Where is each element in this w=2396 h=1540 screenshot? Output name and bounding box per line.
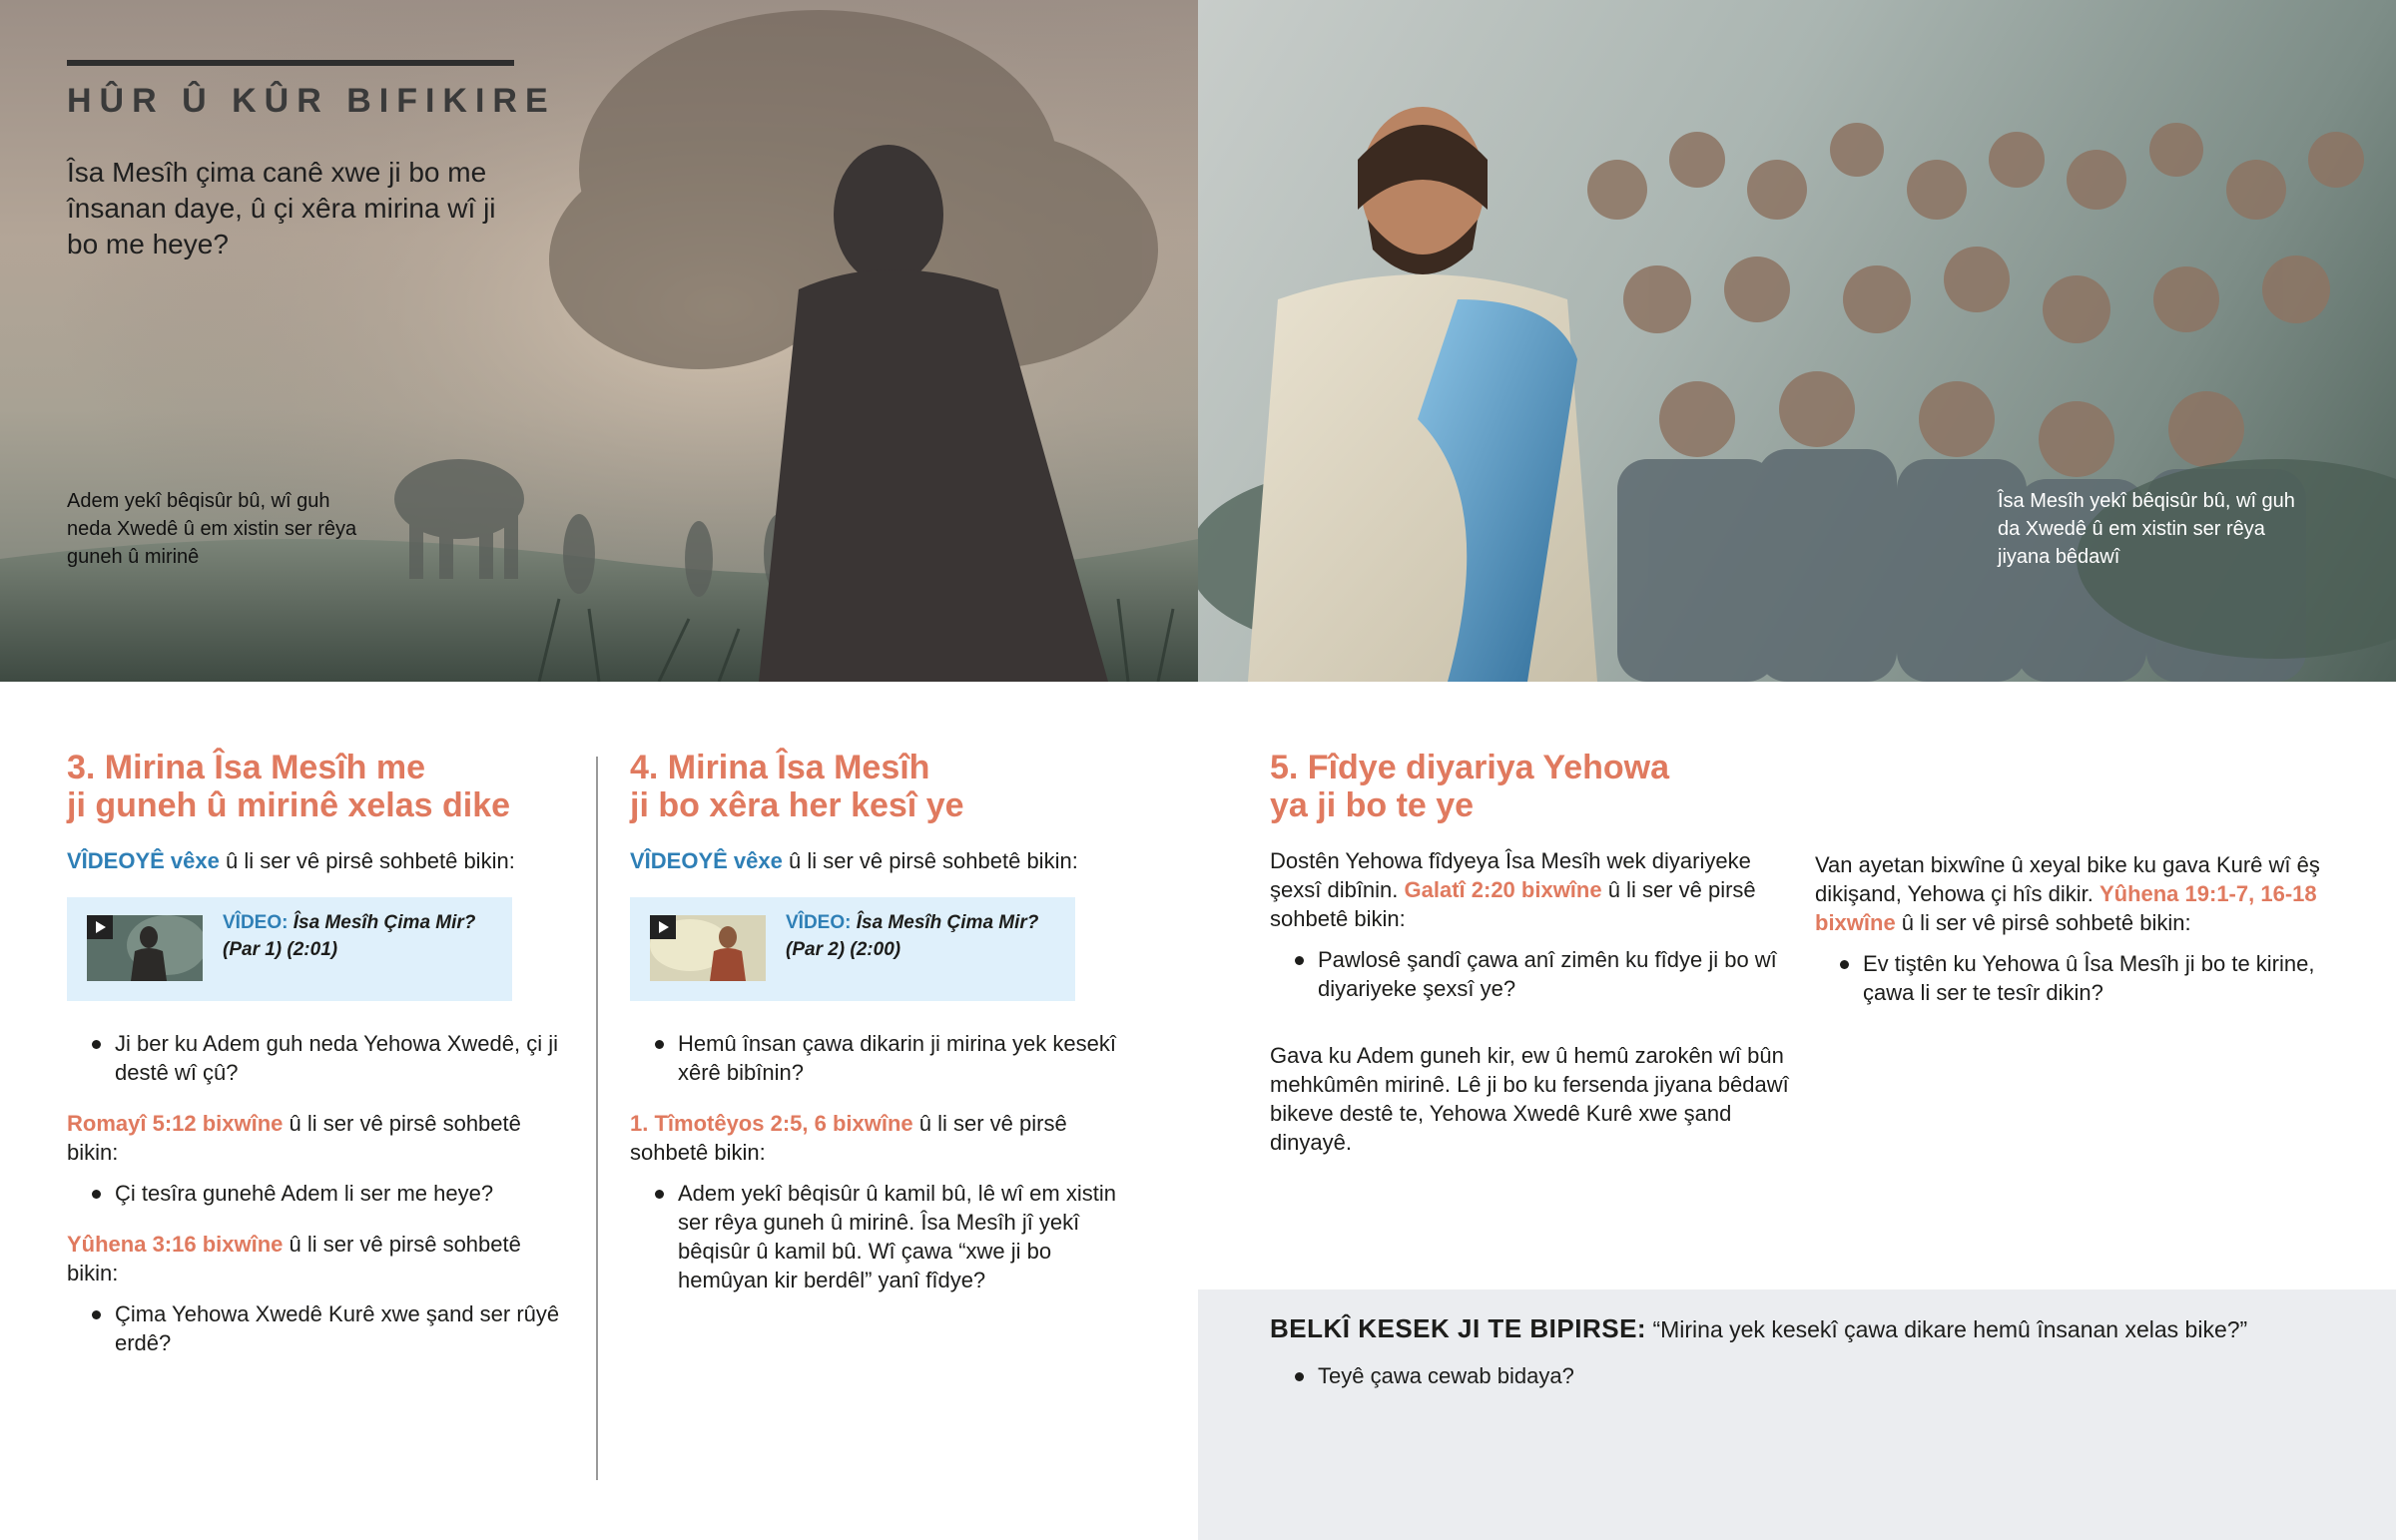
someone-might-ask-question: “Mirina yek kesekî çawa dikare hemû însanan xelas bike?” bbox=[1646, 1316, 2248, 1342]
section-5-title: 5. Fîdye diyariya Yehowa ya ji bo te ye bbox=[1270, 749, 1670, 824]
play-icon[interactable] bbox=[650, 915, 676, 939]
section-5-paragraph-1: Dostên Yehowa fîdyeya Îsa Mesîh wek diyariyeke şexsî dibînin. Galatî 2:20 bixwîne û li ser vê pirsê sohbetê bikin: bbox=[1270, 848, 1756, 931]
question-bullet: Çi tesîra gunehê Adem li ser me heye? bbox=[67, 1179, 566, 1208]
scripture-link[interactable]: Romayî 5:12 bixwîne bbox=[67, 1111, 284, 1136]
someone-might-ask-box bbox=[1198, 1289, 2396, 1540]
scripture-link[interactable]: Yûhena 3:16 bixwîne bbox=[67, 1232, 284, 1257]
video-title: Îsa Mesîh Çima Mir? bbox=[851, 912, 1039, 933]
video-play-link[interactable]: VÎDEOYÊ vêxe bbox=[67, 848, 220, 873]
scripture-link[interactable]: Yûhena 19:1-7, 16-18 bixwîne bbox=[1815, 881, 2317, 935]
video-thumbnail[interactable] bbox=[87, 915, 203, 981]
scripture-link[interactable]: Galatî 2:20 bixwîne bbox=[1404, 877, 1602, 902]
scripture-prompt: Yûhena 3:16 bixwîne û li ser vê pirsê sohbetê bikin: bbox=[67, 1232, 521, 1285]
section-3 bbox=[67, 749, 566, 1379]
someone-might-ask-label: BELKÎ KESEK JI TE BIPIRSE: bbox=[1270, 1313, 1647, 1343]
video-title: Îsa Mesîh Çima Mir? bbox=[288, 912, 476, 933]
adam-caption: Adem yekî bêqisûr bû, wî guh neda Xwedê û em xistin ser rêya guneh û mirinê bbox=[67, 490, 357, 568]
video-thumbnail[interactable] bbox=[650, 915, 766, 981]
hero-image-jesus bbox=[1198, 0, 2396, 682]
video-prompt: VÎDEOYÊ vêxe û li ser vê pirsê sohbetê bikin: bbox=[67, 848, 515, 873]
think-about-question: Îsa Mesîh çima canê xwe ji bo me însanan daye, û çi xêra mirina wî ji bo me heye? bbox=[67, 157, 496, 259]
video-part: (Par 1) (2:01) bbox=[223, 939, 338, 960]
question-bullet: Adem yekî bêqisûr û kamil bû, lê wî em xistin ser rêya guneh û mirinê. Îsa Mesîh jî yekî bêqisûr û kamil bû. Wî çawa “xwe ji bo hemûyan kir berdêl” yanî fîdye? bbox=[630, 1179, 1129, 1294]
think-about-heading: HÛR Û KÛR BIFIKIRE bbox=[67, 82, 556, 120]
question-bullet: Ev tiştên ku Yehowa û Îsa Mesîh ji bo te kirine, çawa li ser te tesîr dikin? bbox=[1815, 949, 2334, 1007]
scripture-prompt: Romayî 5:12 bixwîne û li ser vê pirsê sohbetê bikin: bbox=[67, 1111, 521, 1165]
video-label: VÎDEO: bbox=[786, 912, 852, 933]
column-divider bbox=[596, 757, 598, 1480]
someone-might-ask bbox=[1270, 1313, 2247, 1344]
play-icon[interactable] bbox=[87, 915, 113, 939]
scripture-link[interactable]: 1. Tîmotêyos 2:5, 6 bixwîne bbox=[630, 1111, 913, 1136]
question-bullet: Çima Yehowa Xwedê Kurê xwe şand ser rûyê erdê? bbox=[67, 1299, 566, 1357]
video-prompt: VÎDEOYÊ vêxe û li ser vê pirsê sohbetê bikin: bbox=[630, 848, 1078, 873]
section-5-paragraph-2: Gava ku Adem guneh kir, ew û hemû zarokên wî bûn mehkûmên mirinê. Lê ji bo ku fersenda jiyana bêdawî bikeve destê te, Yehowa Xwedê Kurê xwe şand dinyayê. bbox=[1270, 1043, 1789, 1155]
jesus-crowd-illustration bbox=[1198, 0, 2396, 682]
scripture-prompt: 1. Tîmotêyos 2:5, 6 bixwîne û li ser vê pirsê sohbetê bikin: bbox=[630, 1111, 1067, 1165]
video-part: (Par 2) (2:00) bbox=[786, 939, 901, 960]
question-bullet: Hemû însan çawa dikarin ji mirina yek kesekî xêrê bibînin? bbox=[630, 1029, 1129, 1087]
video-card[interactable] bbox=[67, 897, 512, 1001]
section-5-paragraph-3: Van ayetan bixwîne û xeyal bike ku gava Kurê wî êş dikişand, Yehowa çi hîs dikir. Yûhena 19:1-7, 16-18 bixwîne û li ser vê pirsê sohbetê bikin: bbox=[1815, 852, 2320, 935]
section-4 bbox=[630, 749, 1129, 1316]
section-3-title: 3. Mirina Îsa Mesîh me ji guneh û mirinê xelas dike bbox=[67, 749, 511, 824]
hero-image-adam bbox=[0, 0, 1198, 682]
jesus-caption: Îsa Mesîh yekî bêqisûr bû, wî guh da Xwedê û em xistin ser rêya jiyana bêdawî bbox=[1998, 490, 2295, 568]
video-card[interactable] bbox=[630, 897, 1075, 1001]
question-bullet: Ji ber ku Adem guh neda Yehowa Xwedê, çi ji destê wî çû? bbox=[67, 1029, 566, 1087]
question-bullet: Teyê çawa cewab bidaya? bbox=[1270, 1361, 1869, 1390]
section-5-continued bbox=[1815, 850, 2334, 1029]
video-info bbox=[223, 909, 475, 963]
video-play-link[interactable]: VÎDEOYÊ vêxe bbox=[630, 848, 783, 873]
section-5 bbox=[1270, 749, 1789, 1169]
video-label: VÎDEO: bbox=[223, 912, 289, 933]
section-4-title: 4. Mirina Îsa Mesîh ji bo xêra her kesî ye bbox=[630, 749, 964, 824]
heading-rule bbox=[67, 60, 514, 66]
video-info bbox=[786, 909, 1038, 963]
question-bullet: Pawlosê şandî çawa anî zimên ku fîdye ji bo wî diyariyeke şexsî ye? bbox=[1270, 945, 1789, 1003]
